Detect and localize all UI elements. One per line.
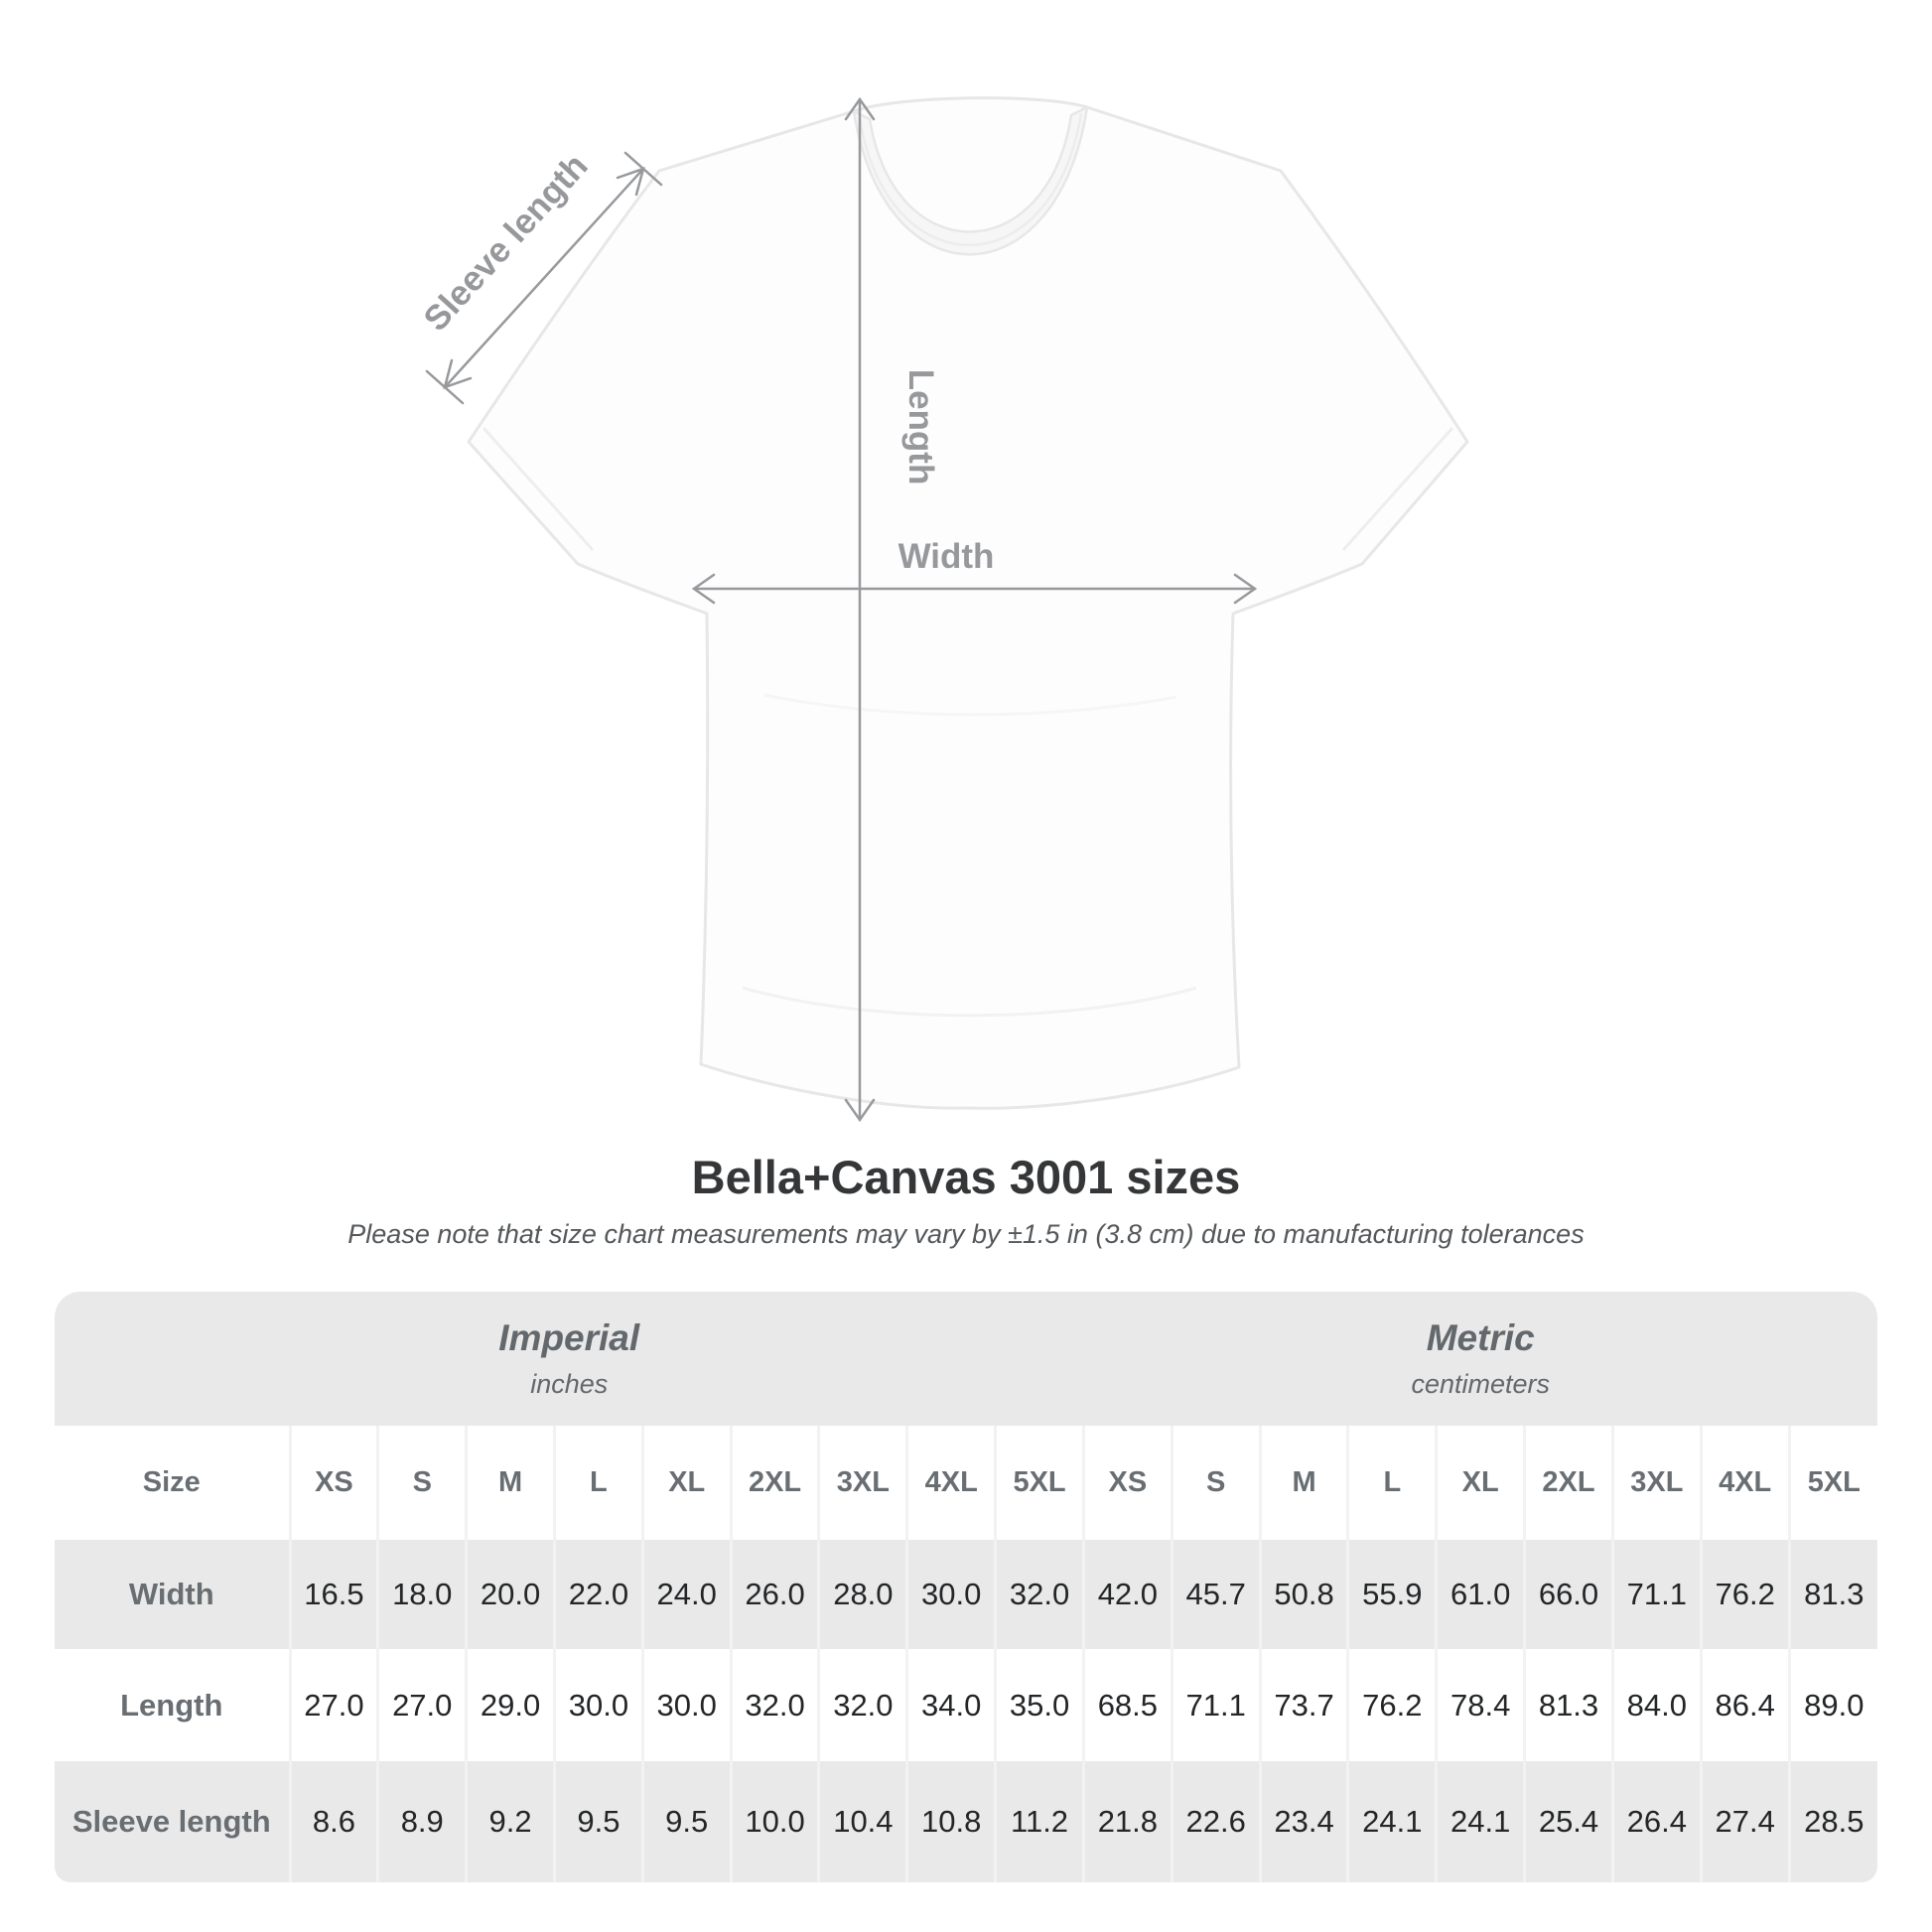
metric-group-header <box>1083 1292 1877 1426</box>
length-value: 71.1 <box>1172 1649 1260 1761</box>
sleeve-value: 27.4 <box>1701 1761 1789 1882</box>
size-header-cell: 3XL <box>1612 1426 1701 1540</box>
length-value: 73.7 <box>1260 1649 1348 1761</box>
sleeve-value: 10.0 <box>731 1761 819 1882</box>
width-label: Width <box>897 537 995 576</box>
size-header-cell: L <box>1348 1426 1437 1540</box>
length-value: 78.4 <box>1437 1649 1525 1761</box>
width-value: 76.2 <box>1701 1540 1789 1649</box>
sleeve-value: 22.6 <box>1172 1761 1260 1882</box>
width-value: 30.0 <box>907 1540 996 1649</box>
sleeve-value: 23.4 <box>1260 1761 1348 1882</box>
sleeve-value: 9.2 <box>467 1761 555 1882</box>
metric-label: Metric <box>1426 1317 1535 1358</box>
size-header-cell: M <box>1260 1426 1348 1540</box>
size-header-cell: L <box>554 1426 642 1540</box>
size-header-cell: 4XL <box>1701 1426 1789 1540</box>
sleeve-value: 10.4 <box>819 1761 907 1882</box>
sleeve-value: 10.8 <box>907 1761 996 1882</box>
row-label-width: Width <box>55 1540 290 1649</box>
length-value: 29.0 <box>467 1649 555 1761</box>
sleeve-value: 24.1 <box>1348 1761 1437 1882</box>
page-subtitle: Please note that size chart measurements may vary by ±1.5 in (3.8 cm) due to manufacturing tolerances <box>347 1219 1585 1249</box>
width-value: 55.9 <box>1348 1540 1437 1649</box>
sleeve-value: 25.4 <box>1525 1761 1613 1882</box>
sleeve-value: 21.8 <box>1083 1761 1172 1882</box>
size-header-cell: 5XL <box>1789 1426 1877 1540</box>
length-value: 34.0 <box>907 1649 996 1761</box>
length-value: 27.0 <box>290 1649 378 1761</box>
size-header-cell: XS <box>1083 1426 1172 1540</box>
imperial-group-header <box>55 1292 1083 1426</box>
size-chart-table <box>55 1292 1877 1882</box>
length-row <box>55 1649 1877 1761</box>
size-header-cell: 5XL <box>996 1426 1084 1540</box>
sleeve-value: 8.9 <box>378 1761 467 1882</box>
page-title: Bella+Canvas 3001 sizes <box>691 1151 1241 1203</box>
length-label: Length <box>901 368 940 485</box>
size-header-cell: XL <box>1437 1426 1525 1540</box>
length-value: 76.2 <box>1348 1649 1437 1761</box>
size-header-cell: 2XL <box>731 1426 819 1540</box>
width-value: 71.1 <box>1612 1540 1701 1649</box>
size-header-cell: S <box>1172 1426 1260 1540</box>
width-value: 81.3 <box>1789 1540 1877 1649</box>
unit-group-row <box>55 1292 1877 1426</box>
sleeve-value: 8.6 <box>290 1761 378 1882</box>
width-value: 50.8 <box>1260 1540 1348 1649</box>
width-value: 66.0 <box>1525 1540 1613 1649</box>
sleeve-length-row <box>55 1761 1877 1882</box>
length-value: 30.0 <box>554 1649 642 1761</box>
width-value: 22.0 <box>554 1540 642 1649</box>
row-label-length: Length <box>120 1687 223 1723</box>
sleeve-value: 11.2 <box>996 1761 1084 1882</box>
size-header-cell: XL <box>642 1426 731 1540</box>
width-value: 61.0 <box>1437 1540 1525 1649</box>
width-value: 26.0 <box>731 1540 819 1649</box>
size-header-cell: M <box>467 1426 555 1540</box>
width-value: 32.0 <box>996 1540 1084 1649</box>
sleeve-value: 24.1 <box>1437 1761 1525 1882</box>
length-value: 32.0 <box>819 1649 907 1761</box>
size-header-cell: S <box>378 1426 467 1540</box>
width-value: 18.0 <box>378 1540 467 1649</box>
size-header-cell: 2XL <box>1525 1426 1613 1540</box>
imperial-unit: inches <box>530 1369 609 1399</box>
width-value: 42.0 <box>1083 1540 1172 1649</box>
size-header-cell: XS <box>290 1426 378 1540</box>
sleeve-value: 28.5 <box>1789 1761 1877 1882</box>
size-column-header: Size <box>142 1466 201 1498</box>
length-value: 84.0 <box>1612 1649 1701 1761</box>
width-value: 24.0 <box>642 1540 731 1649</box>
sleeve-value: 9.5 <box>642 1761 731 1882</box>
length-value: 35.0 <box>996 1649 1084 1761</box>
width-row <box>55 1540 1877 1649</box>
sleeve-value: 26.4 <box>1612 1761 1701 1882</box>
width-value: 28.0 <box>819 1540 907 1649</box>
size-header-cell: 4XL <box>907 1426 996 1540</box>
row-label-sleeve-length: Sleeve length <box>55 1761 290 1882</box>
length-value: 27.0 <box>378 1649 467 1761</box>
sleeve-value: 9.5 <box>554 1761 642 1882</box>
title-block <box>0 1152 1932 1250</box>
size-header-cell: 3XL <box>819 1426 907 1540</box>
width-value: 16.5 <box>290 1540 378 1649</box>
size-header-row <box>55 1426 1877 1540</box>
length-value: 68.5 <box>1083 1649 1172 1761</box>
width-value: 45.7 <box>1172 1540 1260 1649</box>
length-value: 30.0 <box>642 1649 731 1761</box>
length-value: 89.0 <box>1789 1649 1877 1761</box>
length-value: 86.4 <box>1701 1649 1789 1761</box>
imperial-label: Imperial <box>498 1317 640 1358</box>
width-value: 20.0 <box>467 1540 555 1649</box>
length-value: 81.3 <box>1525 1649 1613 1761</box>
sleeve-length-label: Sleeve length <box>416 146 596 339</box>
length-value: 32.0 <box>731 1649 819 1761</box>
metric-unit: centimeters <box>1411 1369 1550 1399</box>
